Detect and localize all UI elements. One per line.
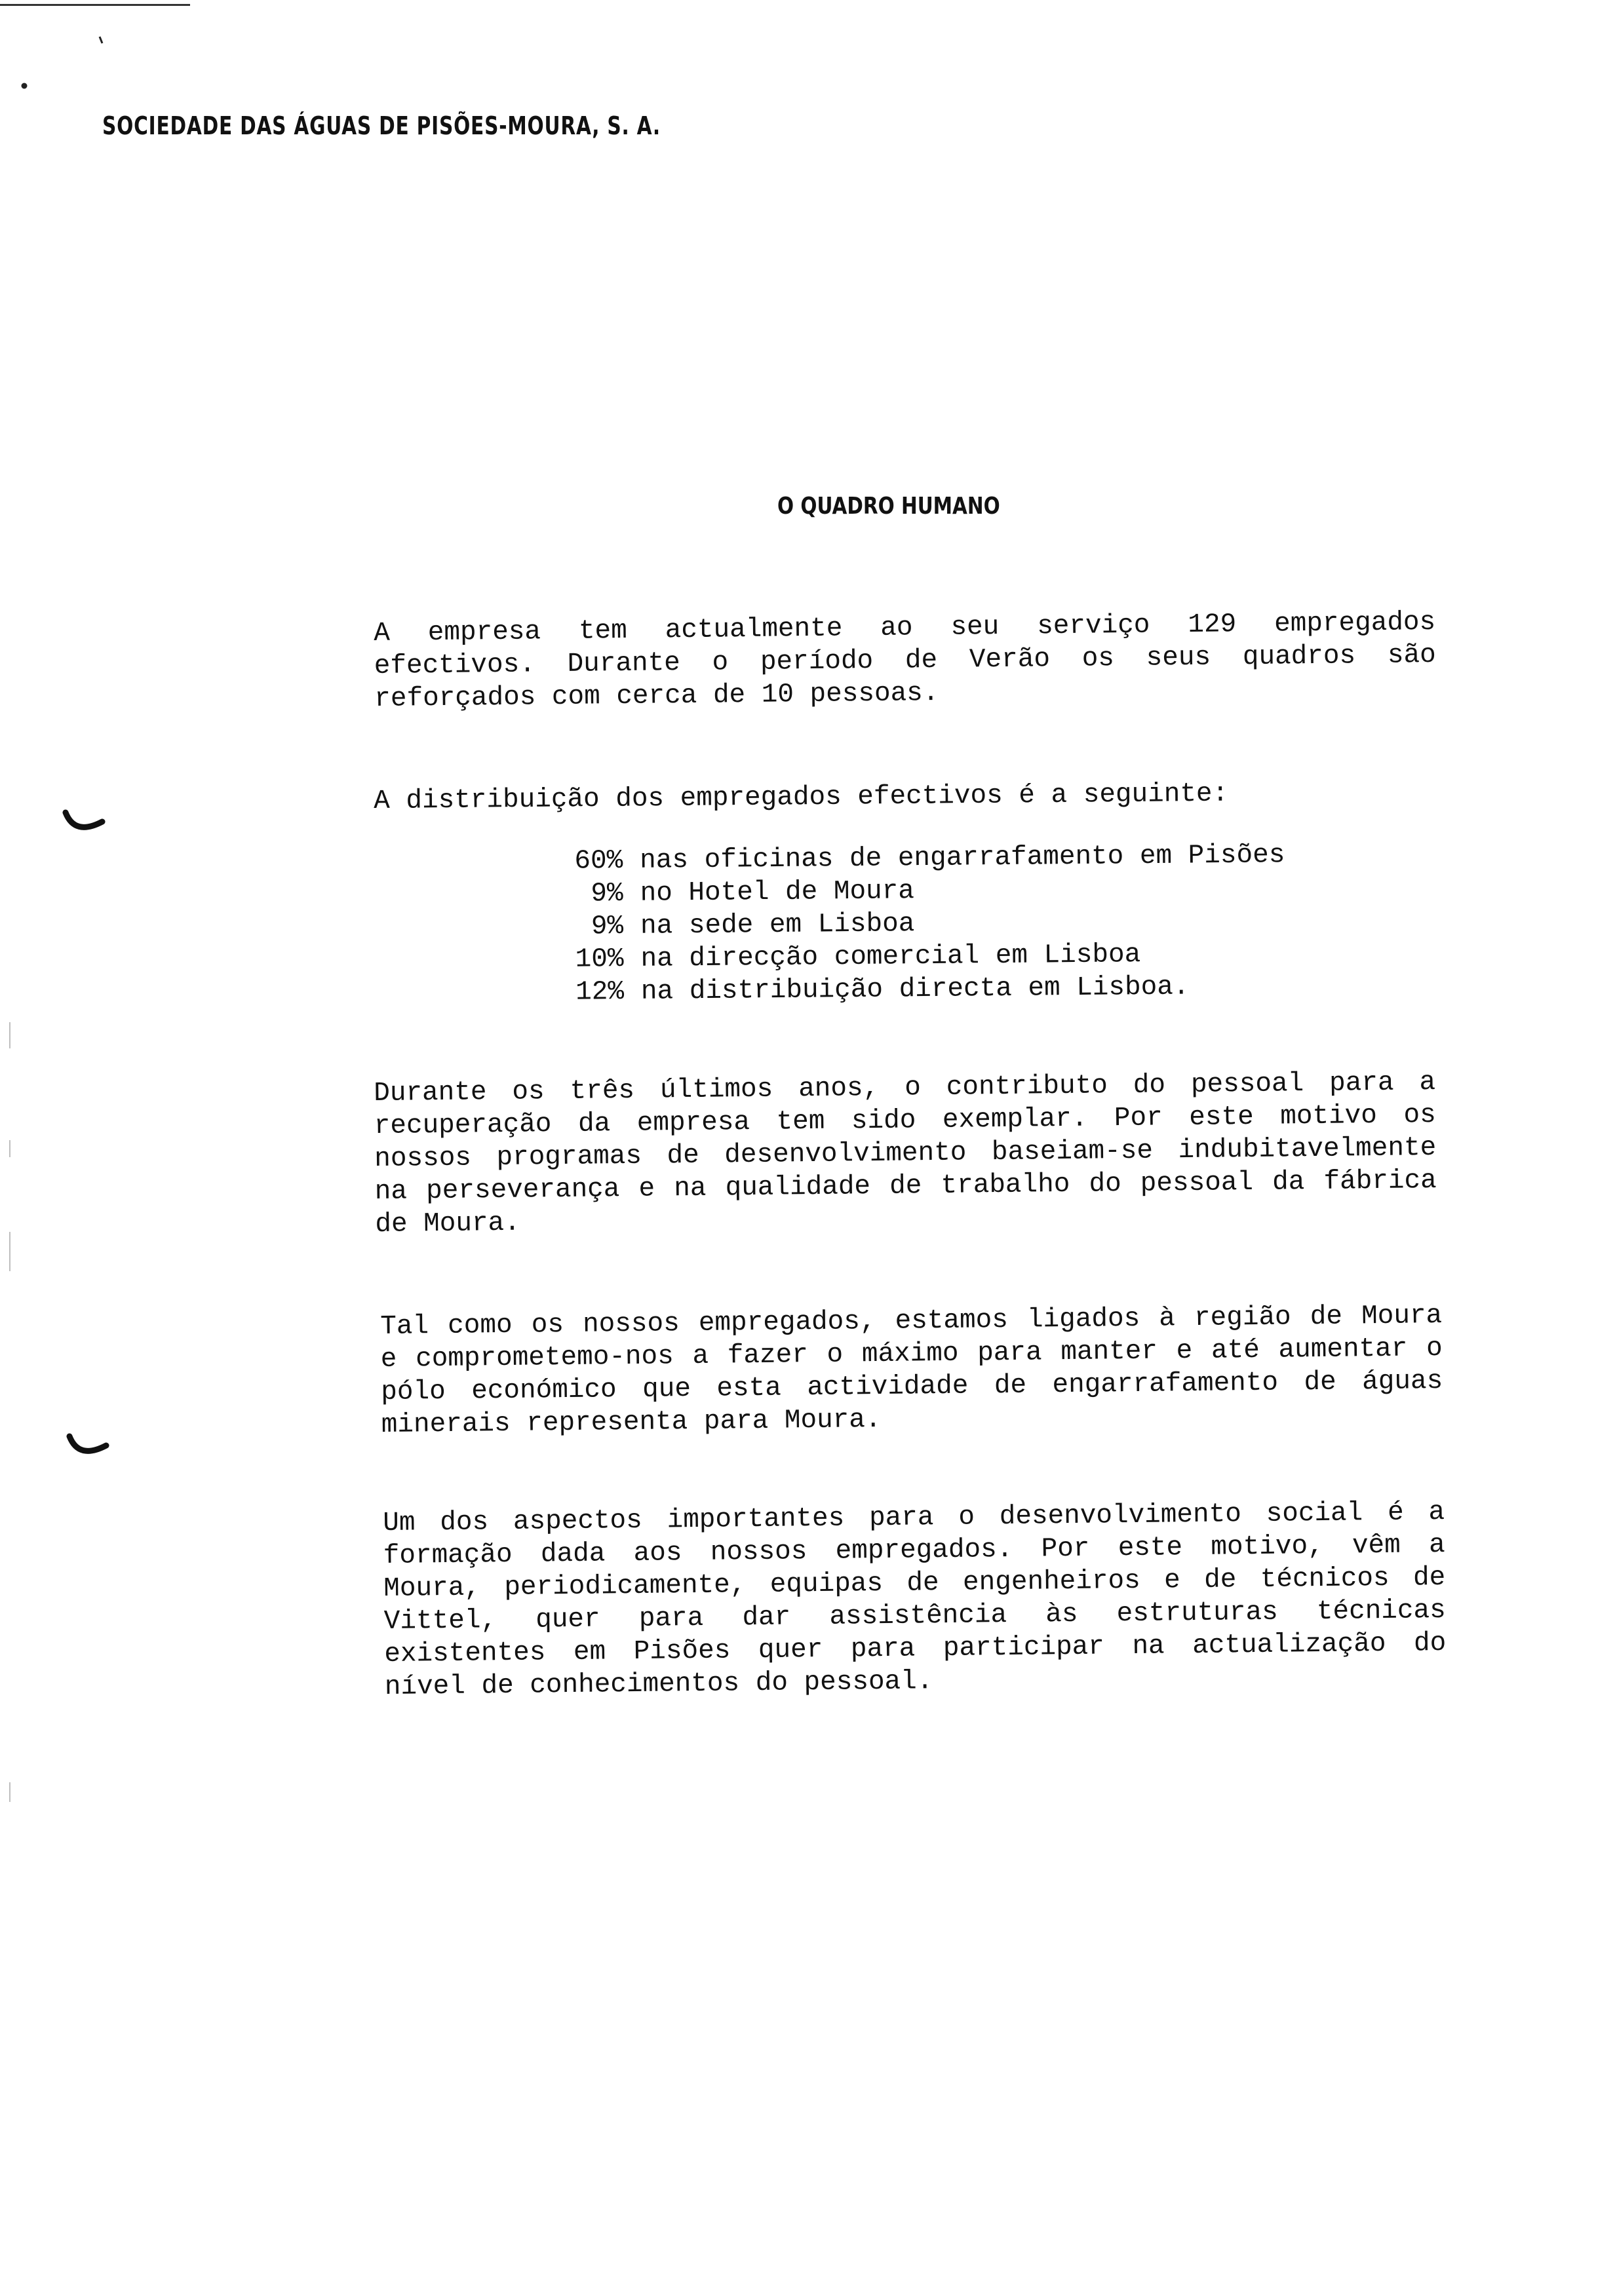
distribution-item bbox=[551, 839, 1285, 878]
distribution-percent: 10% bbox=[575, 944, 624, 975]
top-edge-rule bbox=[0, 4, 190, 6]
distribution-description: na sede em Lisboa bbox=[640, 909, 915, 942]
scan-speck bbox=[9, 1782, 10, 1802]
distribution-list bbox=[551, 839, 1286, 1009]
distribution-percent: 9% bbox=[591, 879, 623, 909]
scan-speck bbox=[9, 1022, 10, 1048]
paragraph-intro: A empresa tem actualmente ao seu serviço 129 empregados efectivos. Durante o período de Verão os seus quadros são reforçados com cerca de 10 pessoas. bbox=[374, 607, 1436, 714]
paragraph-region: Tal como os nossos empregados, estamos ligados à região de Moura e comprometemo-nos a fazer o máximo para manter e até aumentar o pólo económico que esta actividade de engarrafamento de águas minerais representa para Moura. bbox=[380, 1301, 1443, 1440]
punch-hole-mark-lower bbox=[66, 1431, 111, 1465]
paragraph-contribution: Durante os três últimos anos, o contributo do pessoal para a recuperação da empresa tem sido exemplar. Por este motivo os nossos programas de desenvolvimento baseiam-se indubitavelmente na perseverança e na qualidade de trabalho do pessoal da fábrica de Moura. bbox=[374, 1067, 1437, 1240]
company-name: SOCIEDADE DAS ÁGUAS DE PISÕES-MOURA, S. A. bbox=[102, 111, 661, 140]
distribution-description: na distribuição directa em Lisboa. bbox=[640, 972, 1190, 1007]
scan-speck bbox=[9, 1232, 10, 1271]
distribution-item bbox=[552, 970, 1287, 1009]
paragraph-training: Um dos aspectos importantes para o desenvolvimento social é a formação dada aos nossos empregados. Por este motivo, vêm a Moura, periodicamente, equipas de engenheiros e de técnicos de Vittel, quer para dar assistência às estruturas técnicas existentes em Pisões quer para participar na actualização do nível de conhecimentos do pessoal. bbox=[383, 1497, 1447, 1702]
tick-mark bbox=[98, 35, 104, 45]
page-title: O QUADRO HUMANO bbox=[777, 493, 1000, 520]
dot-mark bbox=[20, 81, 29, 90]
paragraph-distribution-intro: A distribuição dos empregados efectivos é a seguinte: bbox=[374, 778, 1229, 816]
distribution-description: no Hotel de Moura bbox=[640, 876, 915, 909]
distribution-percent: 12% bbox=[575, 977, 625, 1008]
scan-speck bbox=[9, 1140, 10, 1157]
distribution-percent: 9% bbox=[591, 911, 624, 942]
distribution-percent: 60% bbox=[574, 846, 623, 877]
punch-hole-mark-upper bbox=[62, 807, 107, 841]
distribution-description: nas oficinas de engarrafamento em Pisões bbox=[640, 840, 1285, 876]
distribution-description: na direcção comercial em Lisboa bbox=[640, 940, 1141, 974]
